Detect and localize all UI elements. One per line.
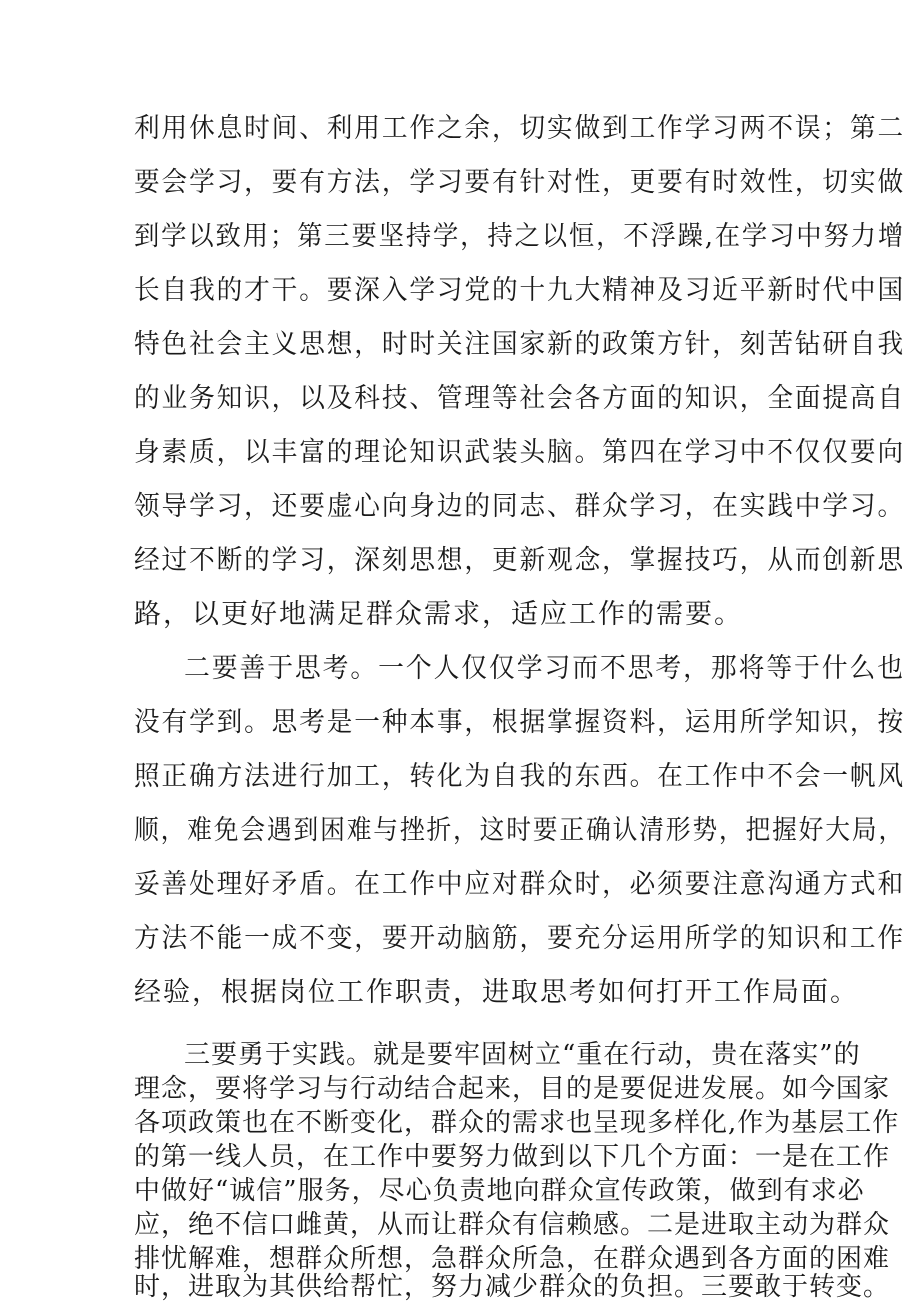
text-line: 路，以更好地满足群众需求，适应工作的需要。 <box>134 599 743 630</box>
text-line: 排忧解难，想群众所想，急群众所急，在群众遇到各方面的困难 <box>134 1244 891 1274</box>
text-line: 要会学习，要有方法，学习要有针对性，更要有时效性，切实做 <box>134 167 905 198</box>
text-line: 的第一线人员，在工作中要努力做到以下几个方面：一是在工作 <box>134 1142 891 1172</box>
text-line: 经过不断的学习，深刻思想，更新观念，掌握技巧，从而创新思 <box>134 545 905 576</box>
text-line: 二要善于思考。一个人仅仅学习而不思考，那将等于什么也 <box>184 653 905 684</box>
text-line: 应，绝不信口雌黄，从而让群众有信赖感。二是进取主动为群众 <box>134 1210 891 1240</box>
text-line: 到学以致用；第三要坚持学，持之以恒，不浮躁,在学习中努力增 <box>134 221 906 252</box>
text-line: 三要勇于实践。就是要牢固树立“重在行动，贵在落实”的 <box>184 1040 861 1070</box>
text-line: 各项政策也在不断变化，群众的需求也呈现多样化,作为基层工作 <box>134 1108 900 1138</box>
text-line: 方法不能一成不变，要开动脑筋，要充分运用所学的知识和工作 <box>134 923 905 954</box>
text-line: 特色社会主义思想，时时关注国家新的政策方针，刻苦钻研自我 <box>134 329 905 360</box>
text-line: 经验，根据岗位工作职责，进取思考如何打开工作局面。 <box>134 977 859 1008</box>
text-line: 的业务知识，以及科技、管理等社会各方面的知识，全面提高自 <box>134 383 905 414</box>
text-line: 长自我的才干。要深入学习党的十九大精神及习近平新时代中国 <box>134 275 905 306</box>
text-line: 时，进取为其供给帮忙，努力减少群众的负担。三要敢于转变。 <box>134 1272 891 1302</box>
text-line: 身素质，以丰富的理论知识武装头脑。第四在学习中不仅仅要向 <box>134 437 905 468</box>
text-line: 没有学到。思考是一种本事，根据掌握资料，运用所学知识，按 <box>134 707 905 738</box>
text-line: 照正确方法进行加工，转化为自我的东西。在工作中不会一帆风 <box>134 761 905 792</box>
text-line: 妥善处理好矛盾。在工作中应对群众时，必须要注意沟通方式和 <box>134 869 905 900</box>
text-line: 理念，要将学习与行动结合起来，目的是要促进发展。如今国家 <box>134 1074 891 1104</box>
text-line: 利用休息时间、利用工作之余，切实做到工作学习两不误；第二 <box>134 113 905 144</box>
text-line: 顺，难免会遇到困难与挫折，这时要正确认清形势，把握好大局， <box>134 815 906 846</box>
text-line: 领导学习，还要虚心向身边的同志、群众学习，在实践中学习。 <box>134 491 905 522</box>
text-line: 中做好“诚信”服务，尽心负责地向群众宣传政策，做到有求必 <box>134 1176 865 1206</box>
